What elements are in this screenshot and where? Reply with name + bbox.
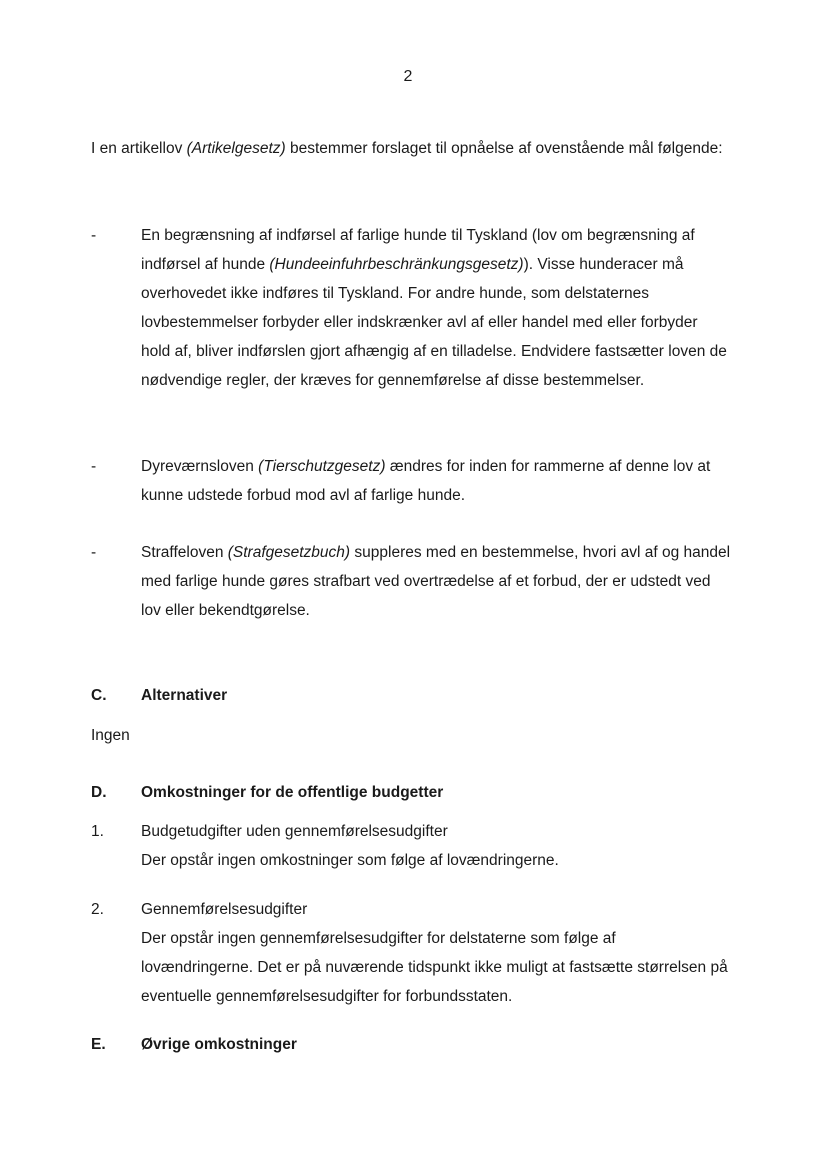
section-c-title: Alternativer <box>141 687 228 704</box>
bullet-dash: - <box>91 544 97 561</box>
item-heading: Budgetudgifter uden gennemførelsesudgifter <box>141 823 448 840</box>
page-number: 2 <box>403 68 413 85</box>
bullet-text-strafgesetz: Straffeloven (Strafgesetzbuch) suppleres med en bestemmelse, hvori avl af og handel med farlige hunde gøres strafbart ved overtrædelse af et forbud, der er udstedt ved lov eller bekendtgørelse. <box>141 544 731 619</box>
item-number: 2. <box>91 901 104 918</box>
bullet-text-tierschutz: Dyreværnsloven (Tierschutzgesetz) ændres for inden for rammerne af denne lov at kunne udstede forbud mod avl af farlige hunde. <box>141 458 711 504</box>
section-c-body: Ingen <box>91 727 130 744</box>
section-e-title: Øvrige omkostninger <box>141 1036 297 1053</box>
intro-paragraph: I en artikellov (Artikelgesetz) bestemmer forslaget til opnåelse af ovenstående mål følgende: <box>91 140 723 157</box>
section-c-letter: C. <box>91 687 107 704</box>
item-gennemforelsesudgifter <box>141 895 731 1011</box>
section-e-letter: E. <box>91 1036 106 1053</box>
item-body: Der opstår ingen gennemførelsesudgifter for delstaterne som følge af lovændringerne. Det er på nuværende tidspunkt ikke muligt at fastsætte størrelsen på eventuelle gennemførelsesudgifter for forbundsstaten. <box>141 930 728 1005</box>
item-number: 1. <box>91 823 104 840</box>
bullet-text-hundeeinfuhr: En begrænsning af indførsel af farlige hunde til Tyskland (lov om begrænsning af indførsel af hunde (Hundeeinfuhrbeschränkungsgesetz)). Visse hunderacer må overhovedet ikke indføres til Tyskland. For andre hunde, som delstaternes lovbestemmelser forbyder eller indskrænker avl af eller handel med eller forbyder hold af, bliver indførslen gjort afhængig af en tilladelse. Endvidere fastsætter loven de nødvendige regler, der kræves for gennemførelse af disse bestemmelser. <box>141 227 727 389</box>
bullet-dash: - <box>91 458 97 475</box>
item-budgetudgifter <box>141 817 731 875</box>
item-body: Der opstår ingen omkostninger som følge af lovændringerne. <box>141 852 559 869</box>
item-heading: Gennemførelsesudgifter <box>141 901 308 918</box>
section-d-title: Omkostninger for de offentlige budgetter <box>141 784 444 801</box>
section-d-letter: D. <box>91 784 107 801</box>
bullet-dash: - <box>91 227 97 244</box>
